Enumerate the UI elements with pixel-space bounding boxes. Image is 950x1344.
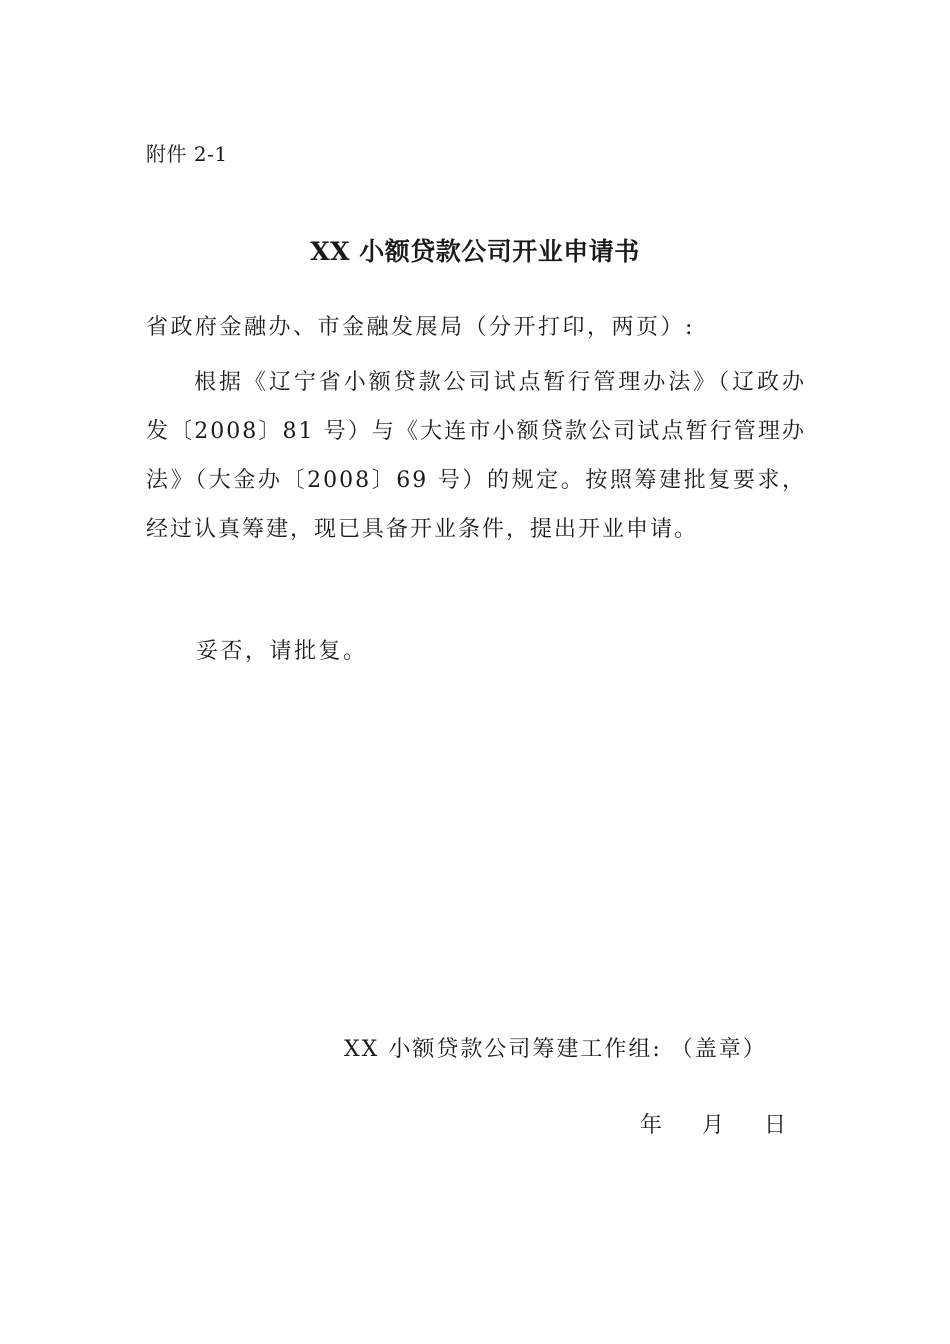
- date-line: [640, 1108, 786, 1139]
- salutation: 省政府金融办、市金融发展局（分开打印，两页）:: [146, 315, 695, 340]
- date-year: 年: [640, 1113, 663, 1138]
- body-paragraph: 根据《辽宁省小额贷款公司试点暂行管理办法》（辽政办发〔2008〕81 号）与《大连市小额贷款公司试点暂行管理办法》（大金办〔2008〕69 号）的规定。按照筹建批复要求，经过认真筹建，现已具备开业条件，提出开业申请。: [146, 370, 806, 542]
- date-month: 月: [702, 1113, 725, 1138]
- document-title: XX 小额贷款公司开业申请书: [310, 237, 640, 266]
- attachment-label: 附件 2-1: [146, 142, 228, 166]
- signature-line: XX 小额贷款公司筹建工作组: （盖章）: [344, 1037, 767, 1062]
- closing-line: 妥否，请批复。: [196, 639, 368, 664]
- date-day: 日: [764, 1113, 787, 1138]
